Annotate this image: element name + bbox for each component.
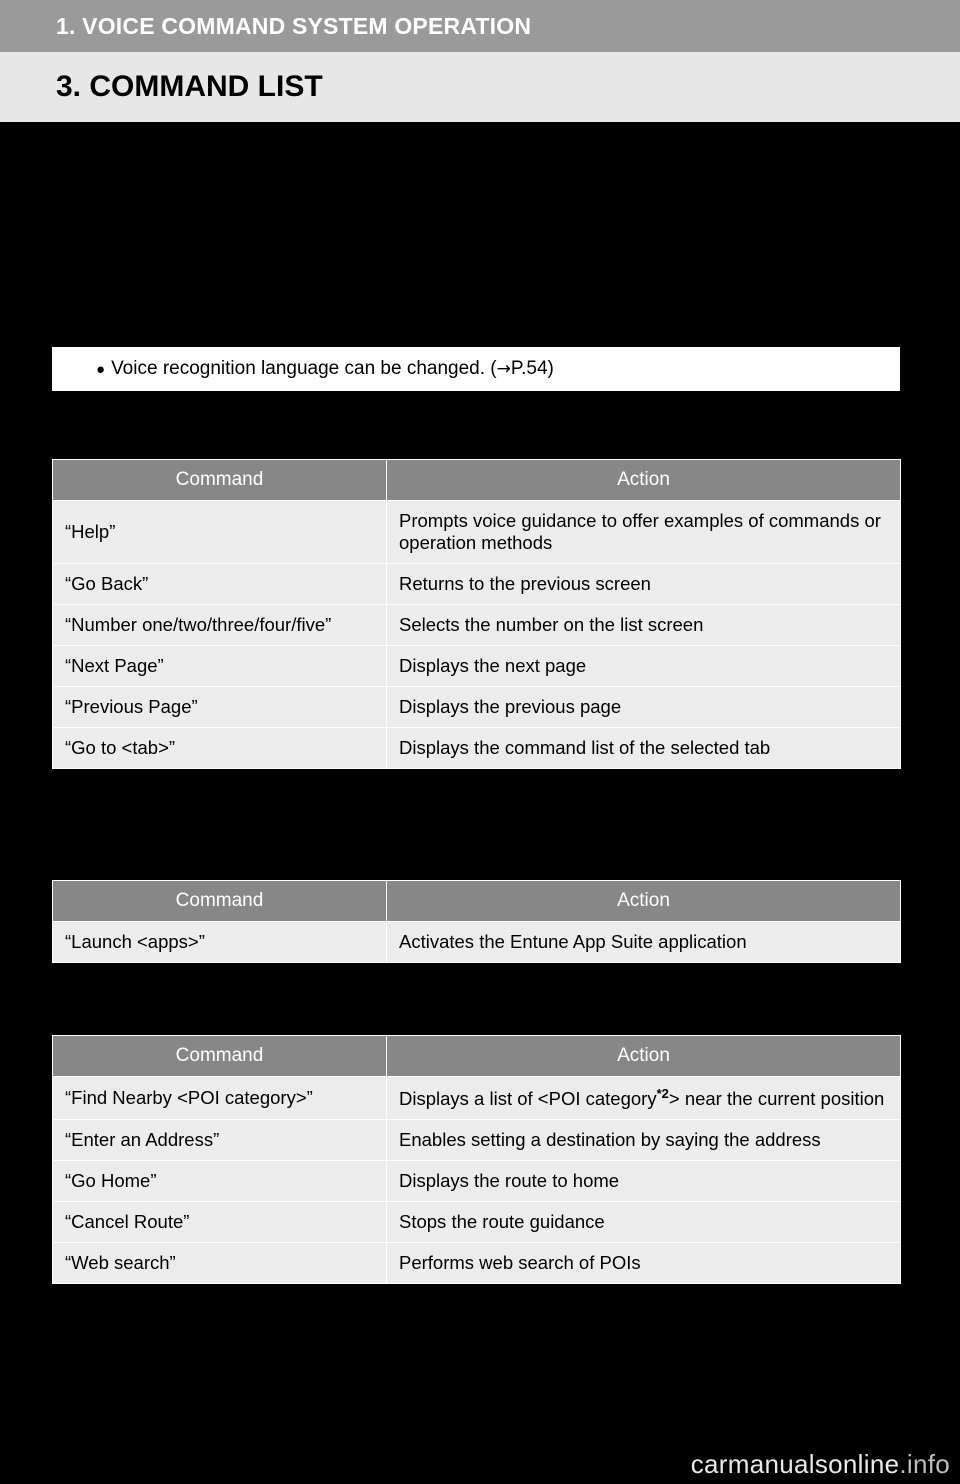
table-row <box>53 564 901 605</box>
footnote-marker: *2 <box>656 1086 669 1101</box>
poi-text-after: > near the current position <box>668 1088 885 1110</box>
column-header-action: Action <box>387 460 901 501</box>
table-row <box>53 1077 901 1120</box>
cell-action: Displays the previous page <box>387 687 901 728</box>
column-header-command: Command <box>53 460 387 501</box>
table-row <box>53 922 901 963</box>
cell-command: “Previous Page” <box>53 687 387 728</box>
cell-action: Displays the next page <box>387 646 901 687</box>
cell-command: “Go to <tab>” <box>53 728 387 769</box>
cell-action: Displays the command list of the selected tab <box>387 728 901 769</box>
cell-command: “Go Home” <box>53 1161 387 1202</box>
section-header-bar <box>0 0 960 52</box>
command-table-navigation <box>52 1035 901 1284</box>
site-watermark <box>691 1449 950 1480</box>
cell-command: “Go Back” <box>53 564 387 605</box>
table-header-row <box>53 1036 901 1077</box>
cell-action: Enables setting a destination by saying the address <box>387 1120 901 1161</box>
table-header-row <box>53 881 901 922</box>
poi-text-before: Displays a list of <POI category <box>399 1088 657 1110</box>
cell-command: “Web search” <box>53 1243 387 1284</box>
column-header-command: Command <box>53 1036 387 1077</box>
cell-action: Selects the number on the list screen <box>387 605 901 646</box>
watermark-suffix: .info <box>899 1449 950 1479</box>
command-table-apps <box>52 880 901 963</box>
cell-action: Displays the route to home <box>387 1161 901 1202</box>
notice-box <box>52 347 900 391</box>
arrow-right-icon: → <box>496 359 511 379</box>
table-row <box>53 1120 901 1161</box>
cell-command: “Next Page” <box>53 646 387 687</box>
notice-reference: P.54 <box>510 358 548 379</box>
column-header-action: Action <box>387 881 901 922</box>
column-header-command: Command <box>53 881 387 922</box>
table-row <box>53 1243 901 1284</box>
cell-action: Performs web search of POIs <box>387 1243 901 1284</box>
command-table-general <box>52 459 901 769</box>
watermark-main: carmanualsonline <box>690 1449 900 1479</box>
cell-action: Activates the Entune App Suite application <box>387 922 901 963</box>
table-row <box>53 728 901 769</box>
cell-action: Returns to the previous screen <box>387 564 901 605</box>
cell-command: “Enter an Address” <box>53 1120 387 1161</box>
column-header-action: Action <box>387 1036 901 1077</box>
table-row <box>53 501 901 564</box>
cell-command: “Number one/two/three/four/five” <box>53 605 387 646</box>
cell-action: Prompts voice guidance to offer examples of commands or operation methods <box>387 501 901 564</box>
page-title: 3. COMMAND LIST <box>56 70 323 103</box>
page-header-bar <box>0 52 960 122</box>
table-row <box>53 687 901 728</box>
table-header-row <box>53 460 901 501</box>
section-title: 1. VOICE COMMAND SYSTEM OPERATION <box>56 12 532 39</box>
cell-command: “Cancel Route” <box>53 1202 387 1243</box>
cell-action: Stops the route guidance <box>387 1202 901 1243</box>
bullet-icon: ● <box>96 360 106 378</box>
notice-text-before: Voice recognition language can be changed. ( <box>111 358 497 379</box>
cell-command: “Find Nearby <POI category>” <box>53 1077 387 1120</box>
table-row <box>53 1161 901 1202</box>
table-row <box>53 646 901 687</box>
cell-action <box>387 1077 901 1120</box>
notice-text-after: ) <box>547 358 554 379</box>
table-row <box>53 605 901 646</box>
cell-command: “Help” <box>53 501 387 564</box>
cell-command: “Launch <apps>” <box>53 922 387 963</box>
table-row <box>53 1202 901 1243</box>
notice-text <box>111 358 554 380</box>
